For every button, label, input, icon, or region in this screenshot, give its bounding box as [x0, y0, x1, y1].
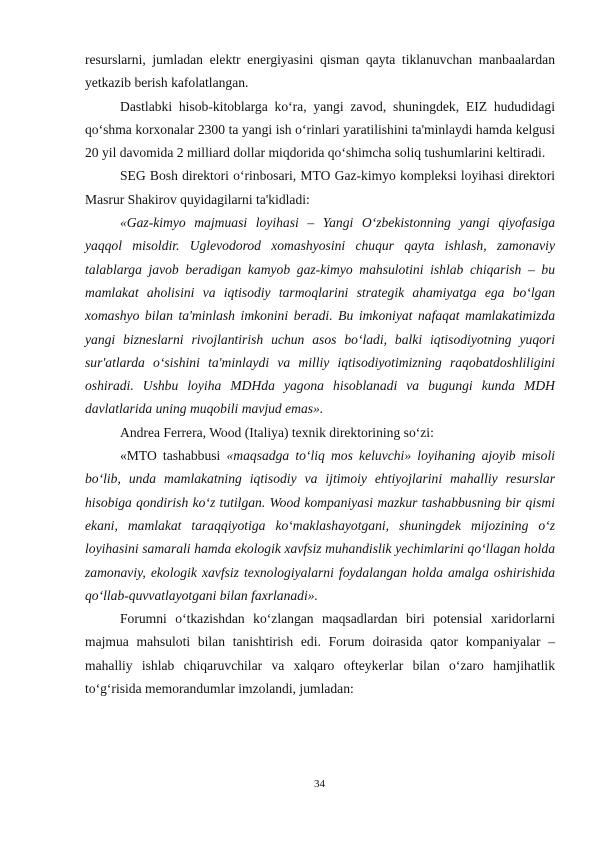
- paragraph-forum-goals: Forumni o‘tkazishdan ko‘zlangan maqsadlardan biri potensial xaridorlarni majmua mahsuloti bilan tanishtirish edi. Forum doirasida qator kompaniyalar – mahalliy ishlab chiqaruvchilar va xalqaro ofteykerlar bilan o‘zaro hamjihatlik to‘g‘risida memorandumlar imzolandi, jumladan:: [85, 611, 555, 697]
- quote-ferrera-italic: «maqsadga to‘liq mos keluvchi» loyihaning ajoyib misoli bo‘lib, unda mamlakatning iqtisodiy va ijtimoiy ehtiyojlarini mahalliy resurslar hisobiga qondirish ko‘z tutilgan. Wood kompaniyasi mazkur tashabbusning bir qismi ekani, mamlakat taraqqiyotiga ko‘maklashayotgani, shuningdek mijozining o‘z loyihasini samarali hamda ekologik xavfsiz muhandislik yechimlarini qo‘llagan holda zamonaviy, ekologik xavfsiz texnologiyalarni foydalangan holda amalga oshirishida qo‘llab-quvvatlayotgani bilan faxrlanadi».: [85, 448, 555, 603]
- document-body: [85, 48, 555, 700]
- quote-ferrera-lead: «MTO tashabbusi: [120, 448, 227, 464]
- page-number: 34: [314, 778, 325, 790]
- paragraph-ferrera-intro: Andrea Ferrera, Wood (Italiya) texnik direktorining so‘zi:: [120, 424, 434, 440]
- paragraph-continuation: resurslarni, jumladan elektr energiyasini qisman qayta tiklanuvchan manbaalardan yetkazib berish kafolatlangan.: [85, 52, 555, 91]
- paragraph-estimates: Dastlabki hisob-kitoblarga ko‘ra, yangi zavod, shuningdek, EIZ hududidagi qo‘shma korxonalar 2300 ta yangi ish o‘rinlari yaratilishini ta'minlaydi hamda kelgusi 20 yil davomida 2 milliard dollar miqdorida qo‘shimcha soliq tushumlarini keltiradi.: [85, 98, 555, 161]
- paragraph-shakirov-intro: SEG Bosh direktori o‘rinbosari, MTO Gaz-kimyo kompleksi loyihasi direktori Masrur Shakirov quyidagilarni ta'kidladi:: [85, 168, 555, 207]
- quote-shakirov: «Gaz-kimyo majmuasi loyihasi – Yangi O‘zbekistonning yangi qiyofasiga yaqqol misoldir. Uglevodorod xomashyosini chuqur qayta ishlash, zamonaviy talablarga javob beradigan kamyob gaz-kimyo mahsulotini ishlab chiqarish – bu mamlakat aholisini va iqtisodiy tarmoqlarini strategik ahamiyatga ega bo‘lgan xomashyo bilan ta'minlash imkonini beradi. Bu imkoniyat nafaqat mamlakatimizda yangi bizneslarni rivojlantirish uchun asos bo‘ladi, balki iqtisodiyotning yuqori sur'atlarda o‘sishini ta'minlaydi va milliy iqtisodiyotimizning raqobatdoshliligini oshiradi. Ushbu loyiha MDHda yagona hisoblanadi va bugungi kunda MDH davlatlarida uning muqobili mavjud emas».: [85, 215, 555, 417]
- quote-ferrera: [85, 444, 555, 607]
